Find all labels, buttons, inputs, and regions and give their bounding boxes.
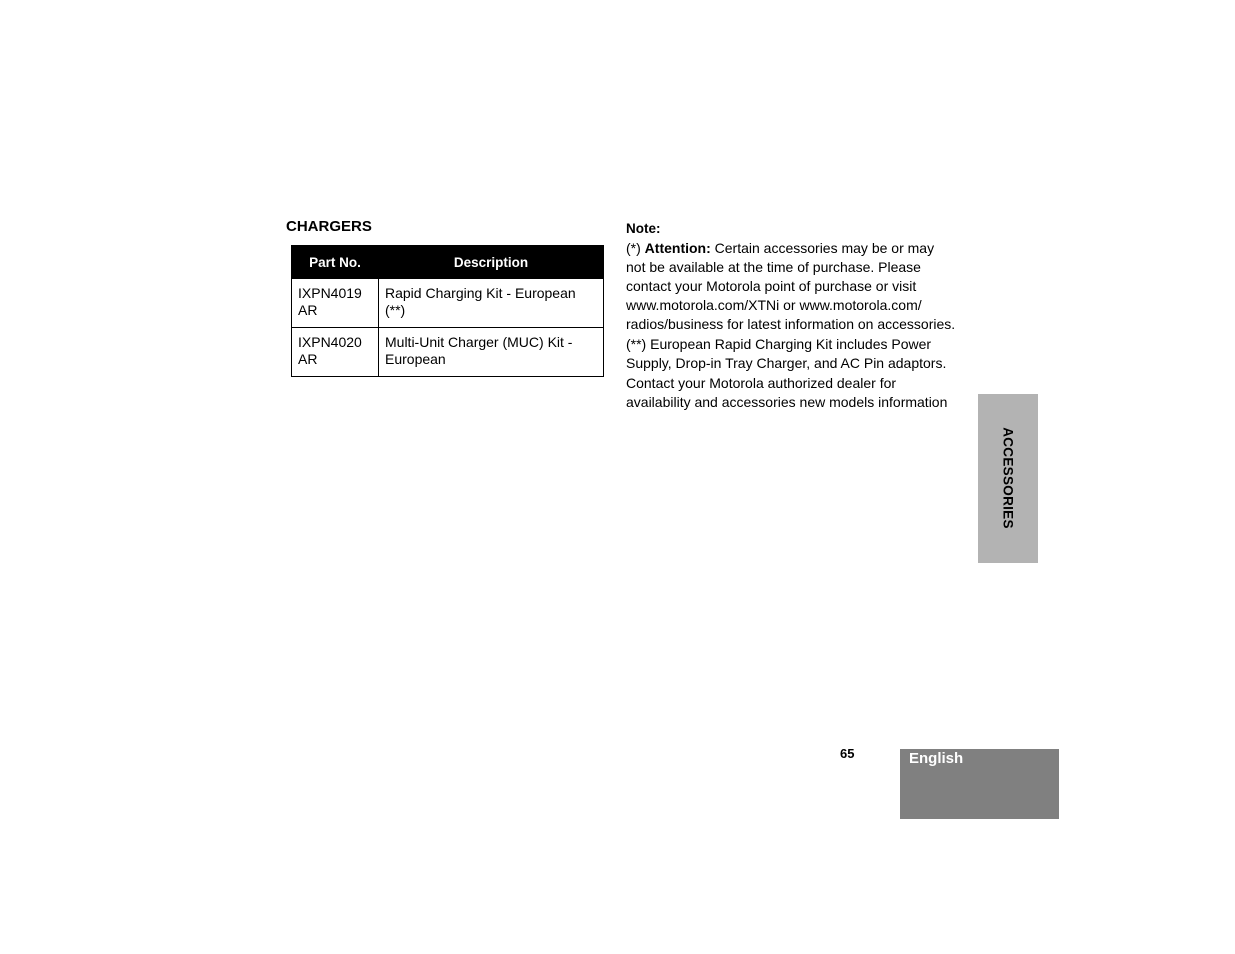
- attention-label: Attention:: [644, 240, 711, 256]
- part-number-cell: IXPN4020 AR: [292, 328, 379, 377]
- note-block: [626, 219, 956, 413]
- table-header-row: [292, 246, 604, 279]
- european-kit-note: (**) European Rapid Charging Kit includes Power Supply, Drop-in Tray Charger, and AC Pin adaptors.: [626, 336, 947, 371]
- language-box: [900, 749, 1059, 819]
- side-tab-label: ACCESSORIES: [1000, 427, 1016, 529]
- attention-text: Certain accessories may be or may not be available at the time of purchase. Please contact your Motorola point of purchase or visit www.motorola.com/XTNi or www.motorola.com/ radios/business for latest information on accessories.: [626, 240, 956, 332]
- table-row: [292, 279, 604, 328]
- page-number: 65: [840, 746, 855, 761]
- description-cell: Multi-Unit Charger (MUC) Kit - European: [379, 328, 604, 377]
- column-header-description: Description: [379, 246, 604, 279]
- attention-prefix: (*): [626, 240, 645, 256]
- accessories-side-tab: [978, 394, 1038, 563]
- chargers-table: [291, 245, 604, 377]
- table-row: [292, 328, 604, 377]
- description-cell: Rapid Charging Kit - European (**): [379, 279, 604, 328]
- attention-paragraph: [626, 239, 956, 334]
- contact-note: Contact your Motorola authorized dealer for availability and accessories new models information: [626, 375, 948, 410]
- section-heading: CHARGERS: [286, 218, 372, 235]
- part-number-cell: IXPN4019 AR: [292, 279, 379, 328]
- column-header-part-no: Part No.: [292, 246, 379, 279]
- language-label: English: [909, 750, 964, 767]
- note-title: Note:: [626, 221, 661, 236]
